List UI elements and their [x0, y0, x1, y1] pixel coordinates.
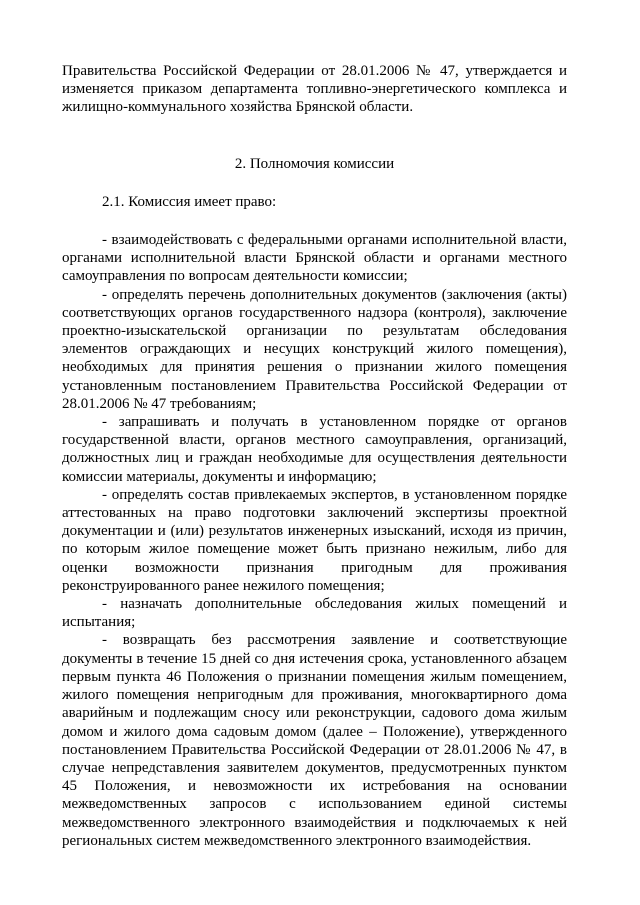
list-item: - возвращать без рассмотрения заявление и соответствующие документы в течение 15 дней со дня истечения срока, установленного абзацем первым пункта 46 Положения о признании помещения жилым помещением, жилого помещения непригодным для проживания, многоквартирного дома аварийным и подлежащим сносу или реконструкции, садового дома жилым домом и жилого дома садовым домом (далее – Положение), утвержденного постановлением Правительства Российской Федерации от 28.01.2006 № 47, в случае непредставления заявителем документов, предусмотренных пунктом 45 Положения, и невозможности их истребования на основании межведомственных запросов с использованием единой системы межведомственного электронного взаимодействия и подключаемых к ней региональных систем межведомственного электронного взаимодействия. [62, 632, 567, 849]
section-heading: 2. Полномочия комиссии [234, 155, 395, 172]
list-item: - запрашивать и получать в установленном порядке от органов государственной власти, органов местного самоуправления, организаций, должностных лиц и граждан необходимые для осуществления деятельности комиссии материалы, документы и информацию; [62, 414, 567, 485]
intro-paragraph: Правительства Российской Федерации от 28.01.2006 № 47, утверждается и изменяется приказом департамента топливно-энергетического комплекса и жилищно-коммунального хозяйства Брянской области. [62, 63, 567, 116]
list-item: - определять перечень дополнительных документов (заключения (акты) соответствующих органов государственного надзора (контроля), заключение проектно-изыскательской организации по результатам обследования элементов ограждающих и несущих конструкций жилого помещения), необходимых для принятия решения о признании жилого помещения установленным постановлением Правительства Российской Федерации от 28.01.2006 № 47 требованиям; [62, 286, 567, 412]
document-page [62, 62, 567, 850]
list-item: - определять состав привлекаемых экспертов, в установленном порядке аттестованных на право подготовки заключений экспертизы проектной документации и (или) результатов инженерных изысканий, исходя из причин, по которым жилое помещение может быть признано нежилым, либо для оценки возможности признания пригодным для проживания реконструированного ранее нежилого помещения; [62, 486, 567, 594]
list-item: - назначать дополнительные обследования жилых помещений и испытания; [62, 596, 567, 631]
list-item: - взаимодействовать с федеральными органами исполнительной власти, органами исполнительной власти Брянской области и органами местного самоуправления по вопросам деятельности комиссии; [62, 232, 567, 285]
rights-list [62, 231, 567, 850]
subsection-title: 2.1. Комиссия имеет право: [102, 193, 277, 210]
